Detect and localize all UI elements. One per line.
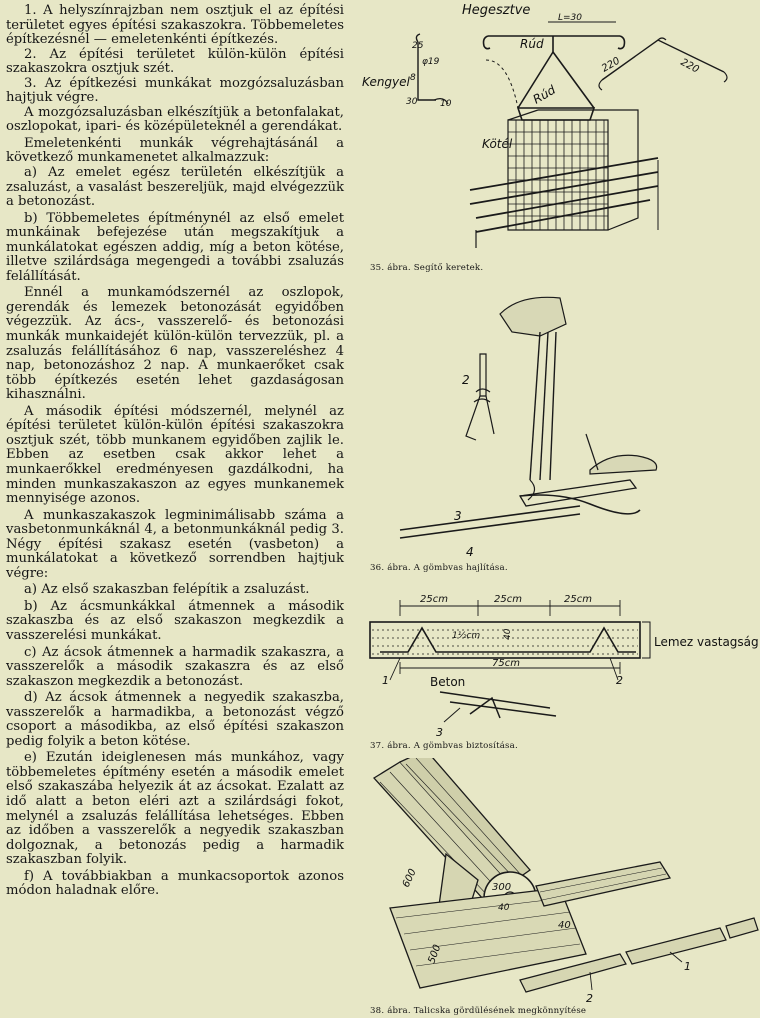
label-rud-top: Rúd xyxy=(520,37,544,51)
label-n500: 500 xyxy=(426,943,444,966)
figure-36-caption: 36. ábra. A gömbvas hajlítása. xyxy=(370,563,508,573)
figure-35-drawing xyxy=(358,0,760,262)
figure-35-caption: 35. ábra. Segítő keretek. xyxy=(370,263,484,273)
figure-37-caption: 37. ábra. A gömbvas biztosítása. xyxy=(370,741,518,751)
label-n8: 8 xyxy=(410,73,416,83)
paragraph-2: 2. Az építési területet külön-külön építési szakaszokra osztjuk szét. xyxy=(6,46,344,77)
label-n25: 25 xyxy=(412,41,424,51)
paragraph-16: f) A továbbiakban a munkacsoportok azonos módon haladnak előre. xyxy=(6,868,344,899)
figure-37 xyxy=(360,586,760,740)
label-n4: 4 xyxy=(466,545,474,559)
label-h40: 40 xyxy=(503,628,513,640)
paragraph-13: c) Az ácsok átmennek a harmadik szakaszra, a vasszerelők a második szakaszra és az első szakaszon megkezdik a betonozást. xyxy=(6,644,344,689)
figure-column xyxy=(350,0,760,1018)
paragraph-11: a) Az első szakaszban felépítik a zsaluzást. xyxy=(24,582,310,598)
figure-36 xyxy=(390,284,750,560)
paragraph-3: 3. Az építkezési munkákat mozgózsaluzásban hajtjuk végre. xyxy=(6,75,344,106)
label-total: 75cm xyxy=(492,658,520,669)
label-n2: 2 xyxy=(586,992,593,1005)
paragraph-14: d) Az ácsok átmennek a negyedik szakaszba, vasszerelők a harmadikba, a betonozást végző csoport a másodikba, az első építési szakaszon pedig folyik a beton kötése. xyxy=(6,690,344,749)
paragraph-9: A második építési módszernél, melynél az építési területet külön-külön építési szakaszokra osztjuk szét, több munkanem egyidőben zajlik le. Ebben az esetben csak akkor lehet a munkaerőkkel eredményesen gazdálkodni, ha minden munkaszakaszon az egyes munkanemek mennyisége azonos. xyxy=(6,403,344,507)
label-hegesztve: Hegesztve xyxy=(462,3,531,18)
label-kengyel: Kengyel xyxy=(362,75,410,89)
label-n1: 1 xyxy=(684,960,691,973)
figure-37-drawing xyxy=(360,586,760,740)
label-length: L=30 xyxy=(558,13,583,23)
paragraph-1: 1. A helyszínrajzban nem osztjuk el az építési területet egyes építési szakaszokra. Többemeletes építkezésnél — emeletenkénti építkezés. xyxy=(6,3,344,48)
label-n2: 2 xyxy=(462,373,470,387)
label-kotel: Kötél xyxy=(482,137,513,151)
label-n2: 2 xyxy=(616,674,623,687)
label-rud-mid: Rúd xyxy=(530,82,558,107)
paragraph-5: Emeletenkénti munkák végrehajtásánál a következő munkamenetet alkalmazzuk: xyxy=(6,135,344,166)
label-n3: 3 xyxy=(454,509,462,523)
label-n1: 1 xyxy=(382,674,389,687)
figure-38-drawing xyxy=(360,758,760,1008)
paragraph-10: A munkaszakaszok legminimálisabb száma a vasbetonmunkáknál 4, a betonmunkáknál pedig 3. Négy építési szakasz esetén (vasbeton) a munkálatokat a következő sorrendben hajtjuk végre: xyxy=(6,507,344,581)
label-n10: 10 xyxy=(440,99,452,109)
figure-36-drawing xyxy=(390,284,750,560)
paragraph-4: A mozgózsaluzásban elkészítjük a betonfalakat, oszlopokat, ipari- és középületeknél a gerendákat. xyxy=(6,104,344,135)
label-n30: 30 xyxy=(406,97,418,107)
label-n600: 600 xyxy=(400,867,419,890)
paragraph-8: Ennél a munkamódszernél az oszlopok, gerendák és lemezek betonozását egyidőben végezzük. Az ács-, vasszerelő- és betonozási munkák munkaidejét külön-külön tervezzük, pl. a zsaluzás felállításához 6 nap, vasszereléshez 4 nap, betonozáshoz 2 nap. A munkaerőket csak több építkezés esetén lehet gazdaságosan kihasználni. xyxy=(6,285,344,403)
label-n19: φ19 xyxy=(422,57,440,67)
label-n40a: 40 xyxy=(498,903,510,913)
paragraph-15: e) Ezután ideiglenesen más munkához, vagy többemeletes építmény esetén a második emelet első szakaszába helyezik át az ácsokat. Ezalatt az idő alatt a beton eléri azt a szilárdsági fokot, melynél a zsaluzás felállítása lehetséges. Ebben az időben a vasszerelők a negyedik szakaszban dolgoznak, a betonozás pedig a harmadik szakaszban folyik. xyxy=(6,750,344,868)
label-lemez: Lemez vastagság xyxy=(654,635,759,649)
figure-38 xyxy=(360,758,760,1008)
label-half: 1½cm xyxy=(452,631,481,641)
label-n40b: 40 xyxy=(558,920,571,931)
label-d3: 25cm xyxy=(564,594,592,605)
paragraph-12: b) Az ácsmunkákkal átmennek a második szakaszba és az első szakaszon megkezdik a vasszerelési munkákat. xyxy=(6,598,344,643)
paragraph-6: a) Az emelet egész területén elkészítjük a zsaluzást, a vasalást beszereljük, majd elvégezzük a betonozást. xyxy=(6,165,344,210)
label-n3: 3 xyxy=(436,726,443,739)
label-d1: 25cm xyxy=(420,594,448,605)
paragraph-7: b) Többemeletes építménynél az első emelet munkáinak befejezése után megszakítjuk a munkálatokat egészen addig, míg a beton kötése, illetve szilárdsága megengedi a további zsaluzás felállítását. xyxy=(6,210,344,284)
label-d2: 25cm xyxy=(494,594,522,605)
figure-38-caption: 38. ábra. Talicska gördülésének megkönnyítése xyxy=(370,1006,587,1016)
figure-35 xyxy=(358,0,760,262)
label-n220a: 220 xyxy=(600,55,623,75)
label-beton: Beton xyxy=(430,675,466,689)
left-text-column xyxy=(6,4,344,899)
label-n220b: 220 xyxy=(678,56,701,76)
label-n300: 300 xyxy=(492,882,512,893)
